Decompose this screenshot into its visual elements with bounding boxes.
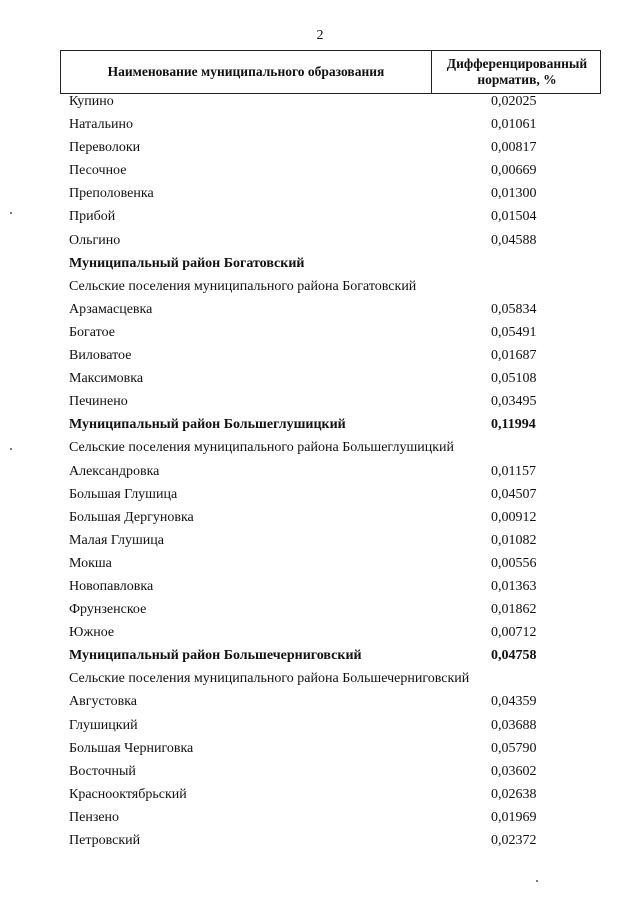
row-value: 0,11994 <box>491 417 536 433</box>
row-name: Петровский <box>69 833 141 848</box>
row-value: 0,01061 <box>491 117 537 133</box>
row-name: Виловатое <box>69 348 132 364</box>
row-value: 0,01687 <box>491 348 537 364</box>
table-row <box>0 809 640 832</box>
district-row <box>0 255 640 278</box>
header-name-column: Наименование муниципального образования <box>107 64 385 79</box>
table-row <box>0 162 640 185</box>
row-value: 0,04758 <box>491 648 537 664</box>
row-name: Восточный <box>69 763 136 779</box>
page-number: 2 <box>316 28 324 43</box>
table-header <box>60 50 601 94</box>
subheading-row <box>0 439 640 462</box>
row-name: Преполовенка <box>69 186 154 202</box>
table-row <box>0 832 640 855</box>
row-name: Сельские поселения муниципального района Богатовский <box>69 278 417 294</box>
table-row <box>0 763 640 786</box>
scan-mark <box>10 448 12 450</box>
table-row <box>0 578 640 601</box>
table-row <box>0 208 640 231</box>
row-value: 0,03602 <box>491 763 537 779</box>
subheading-row <box>0 670 640 693</box>
table-row <box>0 347 640 370</box>
row-name: Августовка <box>69 694 138 710</box>
row-value: 0,04588 <box>491 232 537 248</box>
row-name: Глушицкий <box>69 717 138 733</box>
table-row <box>0 370 640 393</box>
row-value: 0,05790 <box>491 740 537 756</box>
row-value: 0,05491 <box>491 324 537 340</box>
row-value: 0,00912 <box>491 509 537 525</box>
row-value: 0,01504 <box>491 209 537 225</box>
row-name: Натальино <box>69 117 133 133</box>
row-name: Купино <box>69 94 114 109</box>
row-name: Прибой <box>69 209 116 225</box>
scan-mark <box>536 880 538 882</box>
header-value-line2: норматив, % <box>477 72 557 87</box>
table-row <box>0 532 640 555</box>
row-name: Мокша <box>69 555 112 571</box>
row-name: Малая Глушица <box>69 532 164 548</box>
row-value: 0,04507 <box>491 486 537 502</box>
row-name: Сельские поселения муниципального района Большечерниговский <box>69 671 470 687</box>
table-row <box>0 693 640 716</box>
table-row <box>0 717 640 740</box>
row-value: 0,01157 <box>491 463 536 479</box>
table-row <box>0 624 640 647</box>
row-name: Большая Дергуновка <box>69 509 194 525</box>
table-row <box>0 93 640 116</box>
row-name: Сельские поселения муниципального района Большеглушицкий <box>69 440 454 456</box>
row-name: Богатое <box>69 324 115 340</box>
table-row <box>0 139 640 162</box>
table-row <box>0 116 640 139</box>
subheading-row <box>0 278 640 301</box>
table-row <box>0 185 640 208</box>
row-name: Большая Глушица <box>69 486 178 502</box>
table-row <box>0 786 640 809</box>
header-value-column <box>432 51 602 93</box>
row-value: 0,02025 <box>491 94 537 109</box>
table-row <box>0 555 640 578</box>
row-value: 0,01082 <box>491 532 537 548</box>
table-row <box>0 601 640 624</box>
row-value: 0,03495 <box>491 394 537 410</box>
row-value: 0,03688 <box>491 717 537 733</box>
row-value: 0,05108 <box>491 371 537 387</box>
row-name: Ольгино <box>69 232 121 248</box>
row-name: Александровка <box>69 463 160 479</box>
district-row <box>0 647 640 670</box>
row-name: Переволоки <box>69 140 141 156</box>
row-name: Печинено <box>69 394 128 410</box>
table-row <box>0 509 640 532</box>
row-value: 0,00817 <box>491 140 537 156</box>
row-name: Арзамасцевка <box>69 301 153 317</box>
row-value: 0,00669 <box>491 163 537 179</box>
row-name: Пензено <box>69 809 120 825</box>
row-name: Песочное <box>69 163 127 179</box>
row-value: 0,05834 <box>491 301 537 317</box>
table-row <box>0 740 640 763</box>
table-row <box>0 232 640 255</box>
row-name: Новопавловка <box>69 578 154 594</box>
row-name: Фрунзенское <box>69 602 147 618</box>
header-value-line1: Дифференцированный <box>446 56 588 71</box>
row-value: 0,01300 <box>491 186 537 202</box>
row-name: Максимовка <box>69 371 144 387</box>
row-name: Муниципальный район Большеглушицкий <box>69 417 346 433</box>
table-row <box>0 463 640 486</box>
row-name: Муниципальный район Богатовский <box>69 255 305 271</box>
row-name: Южное <box>69 625 115 641</box>
row-value: 0,02372 <box>491 833 537 848</box>
table-body <box>0 93 640 855</box>
row-value: 0,02638 <box>491 786 537 802</box>
row-value: 0,01363 <box>491 578 537 594</box>
table-row <box>0 301 640 324</box>
row-value: 0,00712 <box>491 625 537 641</box>
row-value: 0,01862 <box>491 602 537 618</box>
row-value: 0,00556 <box>491 555 537 571</box>
row-value: 0,04359 <box>491 694 537 710</box>
table-row <box>0 486 640 509</box>
district-row <box>0 416 640 439</box>
table-row <box>0 324 640 347</box>
table-row <box>0 393 640 416</box>
row-name: Муниципальный район Большечерниговский <box>69 648 362 664</box>
scan-mark <box>10 212 12 214</box>
row-name: Большая Черниговка <box>69 740 194 756</box>
row-value: 0,01969 <box>491 809 537 825</box>
row-name: Краснооктябрьский <box>69 786 187 802</box>
